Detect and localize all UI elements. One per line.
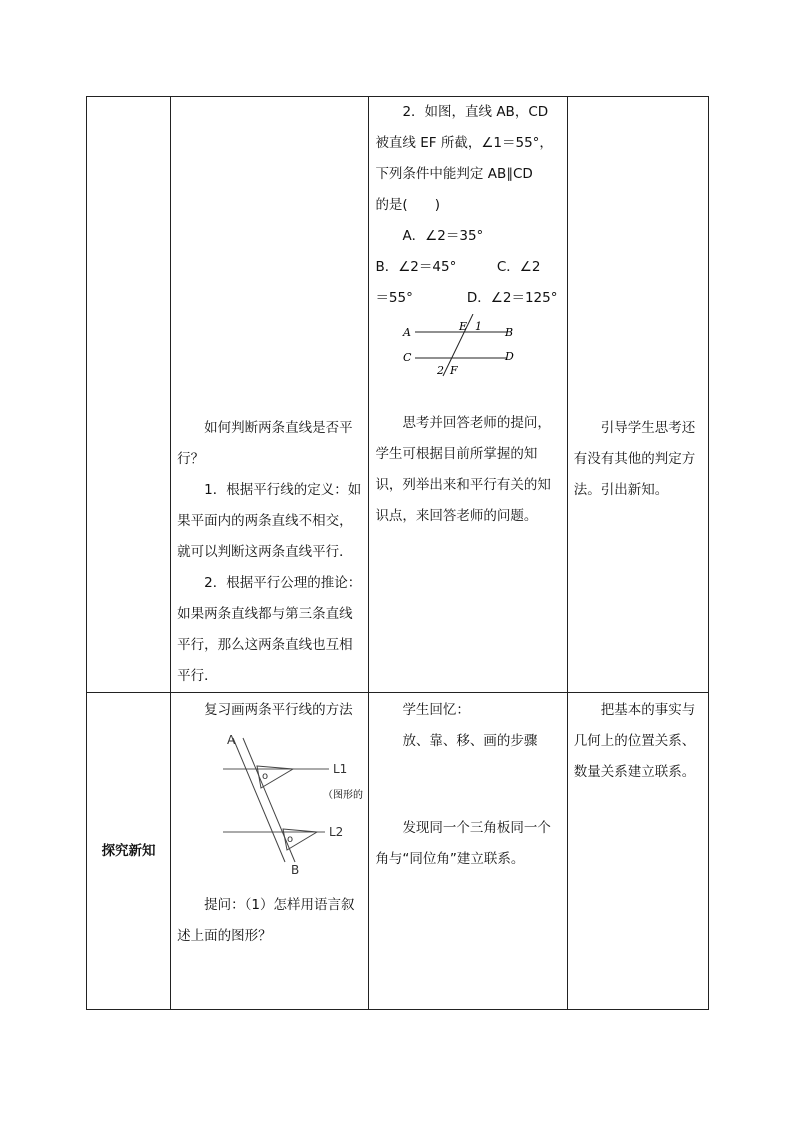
- label-1: 1: [475, 320, 483, 333]
- ruler-edge-left: [233, 738, 285, 862]
- label-b: B: [505, 326, 514, 339]
- teacher-title: 复习画两条平行线的方法: [204, 702, 353, 718]
- student-activity-1: 思考并回答老师的提问，学生可根据目前所掌握的知识，列举出来和平行有关的知识点，来回答老师的问题。: [375, 415, 551, 524]
- label-l1: L1: [333, 762, 348, 776]
- teacher-content-cell: [171, 97, 369, 693]
- student-steps: 放、靠、移、画的步骤: [402, 733, 538, 749]
- section-explore: 探究新知: [87, 693, 171, 1010]
- question2-stem-4: 的是( ): [375, 197, 440, 213]
- intent-cell-1: [567, 97, 708, 693]
- teacher-content-cell-2: [171, 693, 369, 1010]
- option-a: A．∠2＝35°: [402, 228, 484, 244]
- label-e: E: [459, 320, 468, 333]
- method-2: 2．根据平行公理的推论：如果两条直线都与第三条直线平行，那么这两条直线也互相平行．: [177, 575, 362, 684]
- label-d: D: [505, 350, 515, 363]
- angle-o-2: o: [287, 834, 294, 845]
- intent-2: 把基本的事实与几何上的位置关系、数量关系建立联系。: [573, 702, 696, 780]
- figure-note: （图形的: [323, 790, 364, 801]
- student-cell-2: [369, 693, 567, 1010]
- student-recall: 学生回忆：: [402, 702, 470, 718]
- label-l2: L2: [329, 825, 344, 839]
- teacher-question: 提问：（1）怎样用语言叙述上面的图形？: [177, 897, 355, 944]
- row-explore: [87, 693, 709, 1010]
- label-b-2: B: [291, 863, 300, 876]
- label-a: A: [403, 326, 412, 339]
- student-discovery: 发现同一个三角板同一个角与“同位角”建立联系。: [375, 820, 551, 867]
- parallel-lines-figure: [375, 314, 555, 384]
- intent-cell-2: [567, 693, 708, 1010]
- label-2: 2: [437, 364, 445, 377]
- option-b-c: B．∠2＝45° C．∠2: [375, 259, 541, 275]
- question2-stem-1: 2．如图，直线 AB，CD: [402, 104, 549, 120]
- label-f: F: [450, 364, 459, 377]
- method-1: 1．根据平行线的定义：如果平面内的两条直线不相交，就可以判断这两条直线平行．: [177, 482, 362, 560]
- question2-stem-3: 下列条件中能判定 AB∥CD: [375, 166, 533, 182]
- intent-1: 引导学生思考还有没有其他的判定方法。引出新知。: [573, 420, 696, 498]
- drawing-parallel-figure: [177, 726, 363, 876]
- transversal-ef: [443, 314, 473, 376]
- question-how-judge: 如何判断两条直线是否平行？: [177, 420, 353, 467]
- lesson-table: [86, 96, 709, 1010]
- section-cell-empty: [87, 97, 171, 693]
- exercise-cell: [369, 97, 567, 693]
- label-c: C: [403, 351, 412, 364]
- row-review: [87, 97, 709, 693]
- label-a-2: A: [227, 733, 236, 747]
- question2-stem-2: 被直线 EF 所截，∠1＝55°，: [375, 135, 553, 151]
- option-c-d: ＝55° D．∠2＝125°: [375, 290, 558, 306]
- angle-o-1: o: [262, 771, 269, 782]
